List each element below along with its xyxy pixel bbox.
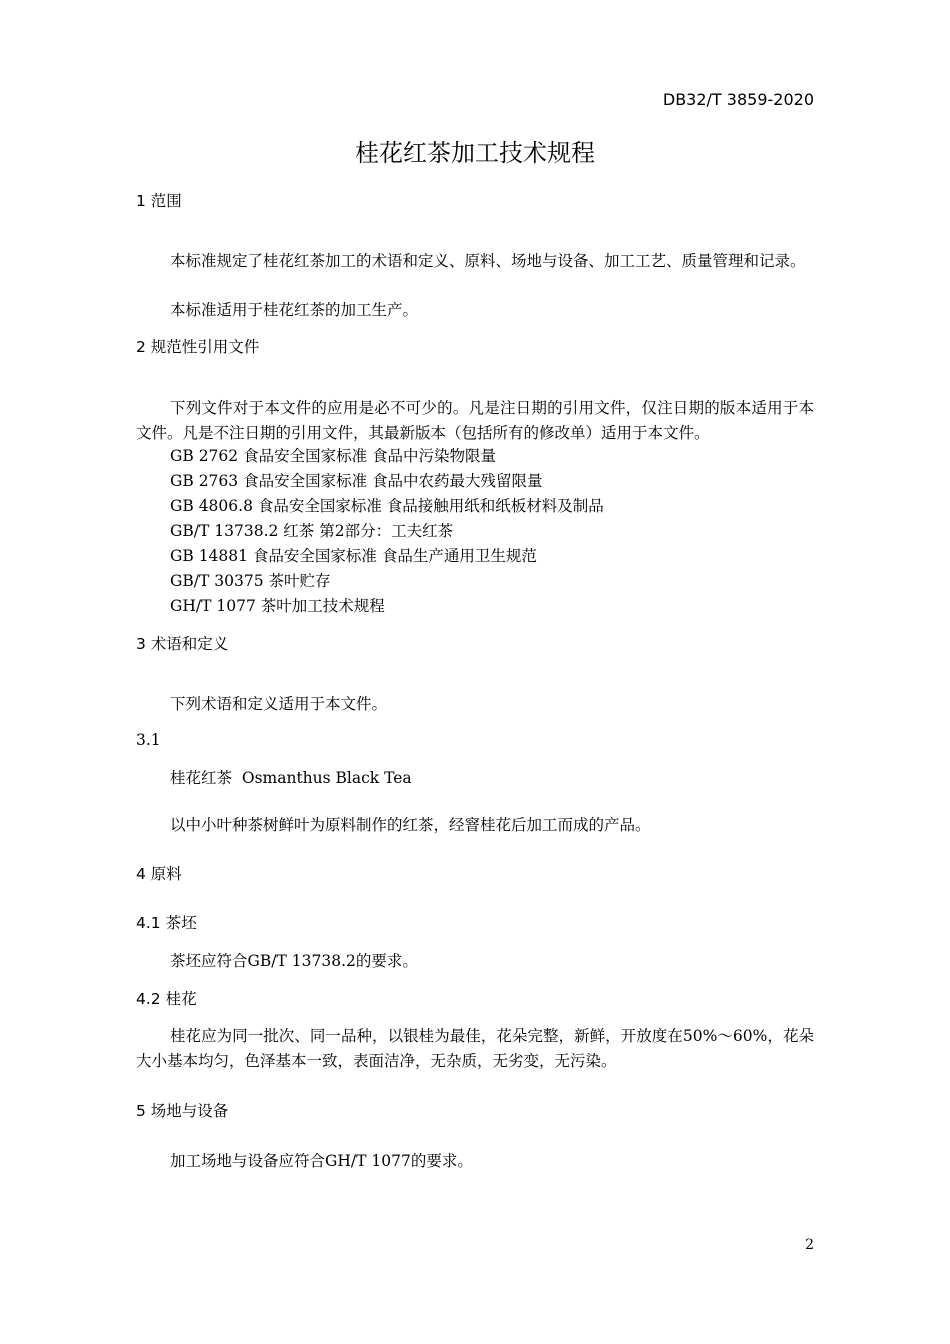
section-4-2-heading: 4.2 桂花 bbox=[136, 990, 197, 1008]
reference-item: GH/T 1077 茶叶加工技术规程 bbox=[170, 597, 385, 615]
section-2-paragraph: 下列文件对于本文件的应用是必不可少的。凡是注日期的引用文件，仅注日期的版本适用于本文件。凡是不注日期的引用文件，其最新版本（包括所有的修改单）适用于本文件。 bbox=[136, 399, 814, 442]
term-number: 3.1 bbox=[136, 731, 161, 749]
section-1-paragraph-2: 本标准适用于桂花红茶的加工生产。 bbox=[170, 301, 419, 319]
section-4-1-heading: 4.1 茶坯 bbox=[136, 914, 197, 932]
reference-item: GB/T 13738.2 红茶 第2部分：工夫红茶 bbox=[170, 522, 454, 540]
section-5-heading: 5 场地与设备 bbox=[136, 1102, 229, 1120]
section-5-paragraph: 加工场地与设备应符合GH/T 1077的要求。 bbox=[170, 1152, 473, 1170]
reference-item: GB 2762 食品安全国家标准 食品中污染物限量 bbox=[170, 447, 497, 465]
reference-item: GB/T 30375 茶叶贮存 bbox=[170, 572, 331, 590]
standard-code: DB32/T 3859-2020 bbox=[662, 90, 814, 109]
page-number: 2 bbox=[805, 1237, 814, 1253]
section-1-heading: 1 范围 bbox=[136, 192, 182, 210]
term-definition: 以中小叶种茶树鲜叶为原料制作的红茶，经窨桂花后加工而成的产品。 bbox=[170, 816, 651, 834]
section-1-paragraph: 本标准规定了桂花红茶加工的术语和定义、原料、场地与设备、加工工艺、质量管理和记录。 bbox=[170, 252, 806, 270]
reference-item: GB 14881 食品安全国家标准 食品生产通用卫生规范 bbox=[170, 547, 537, 565]
term-title bbox=[170, 768, 412, 788]
section-3-heading: 3 术语和定义 bbox=[136, 635, 229, 653]
reference-item: GB 2763 食品安全国家标准 食品中农药最大残留限量 bbox=[170, 472, 543, 490]
section-4-1-text: 茶坯应符合GB/T 13738.2的要求。 bbox=[170, 952, 418, 970]
page-title: 桂花红茶加工技术规程 bbox=[355, 139, 595, 167]
section-4-2-text: 桂花应为同一批次、同一品种，以银桂为最佳，花朵完整，新鲜，开放度在50%～60%，花朵大小基本均匀，色泽基本一致，表面洁净，无杂质，无劣变，无污染。 bbox=[136, 1027, 814, 1070]
term-english: Osmanthus Black Tea bbox=[241, 769, 412, 787]
section-4-heading: 4 原料 bbox=[136, 865, 182, 883]
section-2-heading: 2 规范性引用文件 bbox=[136, 338, 260, 356]
section-3-paragraph: 下列术语和定义适用于本文件。 bbox=[170, 695, 388, 713]
term-chinese: 桂花红茶 bbox=[170, 769, 233, 787]
reference-item: GB 4806.8 食品安全国家标准 食品接触用纸和纸板材料及制品 bbox=[170, 497, 604, 515]
